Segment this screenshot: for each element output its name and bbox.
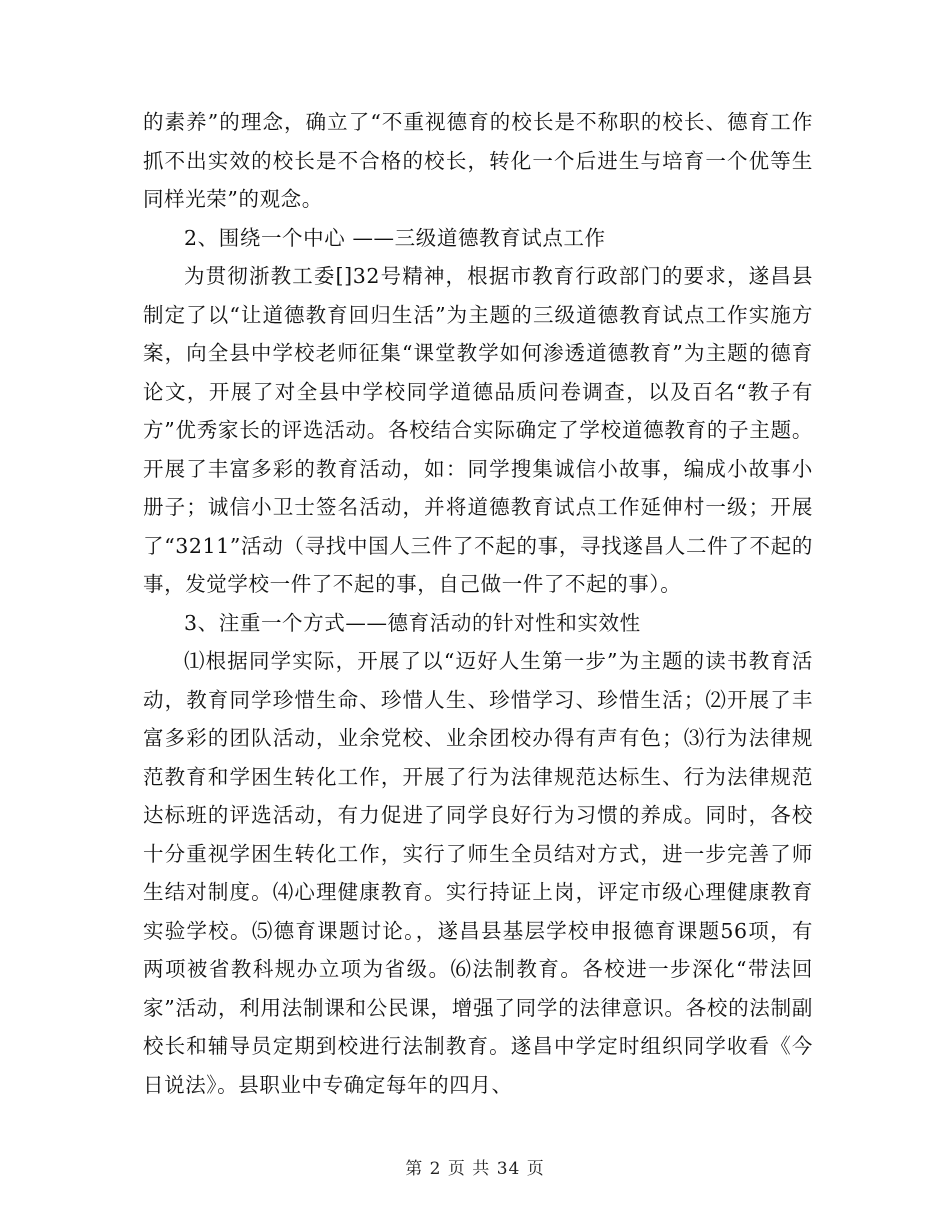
paragraph-intro-continuation: 的素养”的理念，确立了“不重视德育的校长是不称职的校长、德育工作抓不出实效的校长是不合格的校长，转化一个后进生与培育一个优等生同样光荣”的观念。	[143, 110, 813, 211]
page-number-footer: 第 2 页 共 34 页	[405, 1159, 545, 1179]
paragraph-activities-list: ⑴根据同学实际，开展了以“迈好人生第一步”为主题的读书教育活动，教育同学珍惜生命、珍惜人生、珍惜学习、珍惜生活；⑵开展了丰富多彩的团队活动，业余党校、业余团校办得有声有色；⑶行为法律规范教育和学困生转化工作，开展了行为法律规范达标生、行为法律规范达标班的评选活动，有力促进了同学良好行为习惯的养成。同时，各校十分重视学困生转化工作，实行了师生全员结对方式，进一步完善了师生结对制度。⑷心理健康教育。实行持证上岗，评定市级心理健康教育实验学校。⑸德育课题讨论。，遂昌县基层学校申报德育课题56项，有两项被省教科规办立项为省级。⑹法制教育。各校进一步深化“带法回家”活动，利用法制课和公民课，增强了同学的法律意识。各校的法制副校长和辅导员定期到校进行法制教育。遂昌中学定时组织同学收看《今日说法》。县职业中专确定每年的四月、	[143, 649, 813, 1097]
section-heading-3: 3、注重一个方式——德育活动的针对性和实效性	[184, 610, 641, 635]
paragraph-pilot-work: 为贯彻浙教工委[]32号精神，根据市教育行政部门的要求，遂昌县制定了以“让道德教育回归生活”为主题的三级道德教育试点工作实施方案，向全县中学校老师征集“课堂教学如何渗透道德教育”为主题的德育论文，开展了对全县中学校同学道德品质问卷调查，以及百名“教子有方”优秀家长的评选活动。各校结合实际确定了学校道德教育的子主题。开展了丰富多彩的教育活动，如：同学搜集诚信小故事，编成小故事小册子；诚信小卫士签名活动，并将道德教育试点工作延伸村一级；开展了“3211”活动（寻找中国人三件了不起的事，寻找遂昌人二件了不起的事，发觉学校一件了不起的事，自己做一件了不起的事）。	[143, 264, 813, 596]
section-heading-2: 2、围绕一个中心 ——三级道德教育试点工作	[184, 225, 606, 250]
document-body	[143, 103, 813, 1104]
